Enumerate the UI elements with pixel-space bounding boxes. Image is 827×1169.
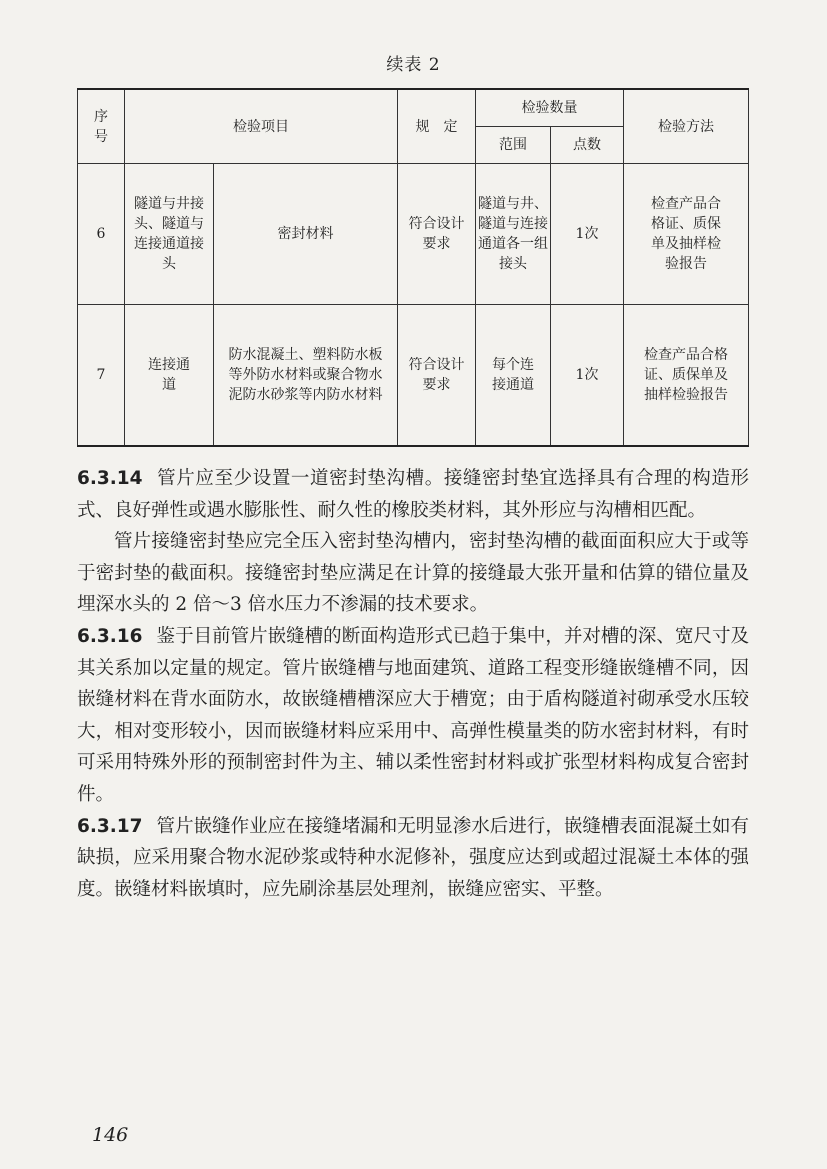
- paragraph: [77, 811, 749, 906]
- row-item: 密封材料: [214, 164, 398, 305]
- paragraph-text: 鉴于目前管片嵌缝槽的断面构造形式已趋于集中，并对槽的深、宽尺寸及其关系加以定量的规定。管片嵌缝槽与地面建筑、道路工程变形缝嵌缝槽不同，因嵌缝材料在背水面防水，故嵌缝槽槽深应大于槽宽；由于盾构隧道衬砌承受水压较大，相对变形较小，因而嵌缝材料应采用中、高弹性模量类的防水密封材料，有时可采用特殊外形的预制密封件为主、辅以柔性密封材料或扩张型材料构成复合密封件。: [77, 625, 749, 805]
- header-qty: 检验数量: [476, 89, 624, 127]
- row-method: 检查产品合格证、质保单及抽样检验报告: [624, 305, 749, 447]
- header-points: 点数: [551, 127, 624, 164]
- paragraph: [77, 463, 749, 526]
- body-text: [77, 463, 749, 905]
- row-item: 防水混凝土、塑料防水板等外防水材料或聚合物水泥防水砂浆等内防水材料: [214, 305, 398, 447]
- row-category: 隧道与井接头、隧道与连接通道接头: [125, 164, 214, 305]
- row-category: 连接通道: [125, 305, 214, 447]
- clause-number: 6.3.14: [77, 468, 143, 489]
- clause-number: 6.3.17: [77, 815, 143, 837]
- row-number: 7: [78, 305, 125, 447]
- header-range: 范围: [476, 127, 551, 164]
- inspection-table: [77, 88, 749, 447]
- paragraph-text: 管片接缝密封垫应完全压入密封垫沟槽内，密封垫沟槽的截面面积应大于或等于密封垫的截面积。接缝密封垫应满足在计算的接缝最大张开量和估算的错位量及埋深水头的 2 倍～3 倍水压力不渗漏的技术要求。: [77, 531, 749, 616]
- paragraph: [77, 621, 749, 811]
- table-row: [78, 305, 749, 447]
- header-seq: 序号: [78, 89, 125, 164]
- row-method: 检查产品合格证、质保单及抽样检验报告: [624, 164, 749, 305]
- paragraph: [77, 526, 749, 621]
- row-range: 每个连接通道: [476, 305, 551, 447]
- table-caption: 续表 2: [386, 55, 441, 75]
- row-number: 6: [78, 164, 125, 305]
- header-item: 检验项目: [125, 89, 398, 164]
- header-method: 检验方法: [624, 89, 749, 164]
- row-spec: 符合设计要求: [398, 164, 476, 305]
- row-points: 1次: [551, 164, 624, 305]
- table-row: [78, 164, 749, 305]
- clause-number: 6.3.16: [77, 625, 143, 647]
- page-number: 146: [92, 1124, 129, 1146]
- row-spec: 符合设计要求: [398, 305, 476, 447]
- paragraph-text: 管片嵌缝作业应在接缝堵漏和无明显渗水后进行，嵌缝槽表面混凝土如有缺损，应采用聚合物水泥砂浆或特种水泥修补，强度应达到或超过混凝土本体的强度。嵌缝材料嵌填时，应先刷涂基层处理剂，嵌缝应密实、平整。: [77, 815, 749, 900]
- paragraph-text: 管片应至少设置一道密封垫沟槽。接缝密封垫宜选择具有合理的构造形式、良好弹性或遇水膨胀性、耐久性的橡胶类材料，其外形应与沟槽相匹配。: [77, 468, 749, 521]
- row-range: 隧道与井、隧道与连接通道各一组接头: [476, 164, 551, 305]
- header-spec: 规 定: [398, 89, 476, 164]
- row-points: 1次: [551, 305, 624, 447]
